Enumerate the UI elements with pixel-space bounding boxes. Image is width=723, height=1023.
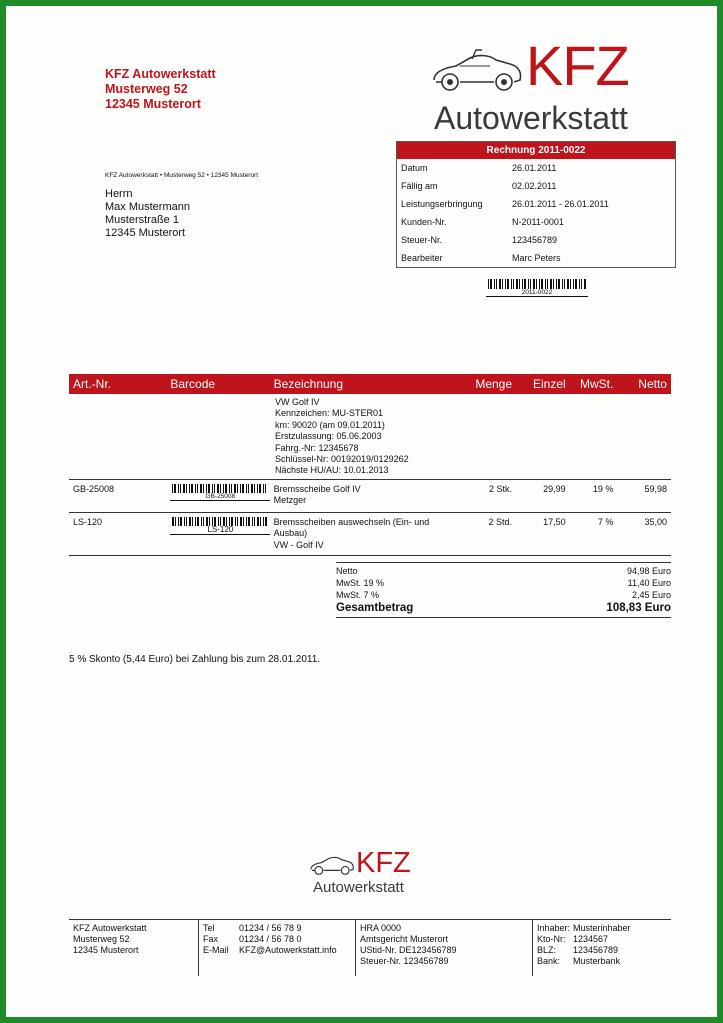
row-netto: 35,00 — [644, 516, 667, 527]
footer-line: 12345 Musterort — [73, 945, 139, 955]
footer-line: Amtsgericht Musterort — [360, 934, 449, 944]
barcode-bar — [254, 484, 255, 493]
barcode-bar — [208, 484, 210, 493]
logo-title: KFZ — [526, 34, 629, 97]
footer-value: 1234567 — [573, 934, 609, 944]
barcode-bar — [206, 484, 207, 493]
barcode-bar — [499, 279, 501, 289]
barcode-bar — [240, 517, 242, 526]
barcode-bar — [553, 279, 554, 289]
barcode-bar — [516, 279, 518, 289]
total-netto — [336, 565, 671, 577]
barcode-bar — [562, 279, 563, 289]
row-einzel: 29,99 — [543, 483, 566, 494]
footer-contact — [199, 920, 356, 976]
footer-line: Musterweg 52 — [73, 934, 130, 944]
row-art: LS-120 — [73, 516, 103, 527]
barcode-bar — [252, 517, 253, 526]
invoice-barcode — [486, 279, 588, 297]
footer-key: Inhaber: — [537, 923, 571, 933]
barcode-bar — [536, 279, 537, 289]
barcode-bar — [184, 517, 185, 526]
row-mwst: 7 % — [597, 516, 614, 527]
barcode-bar — [189, 484, 190, 493]
info-value: Marc Peters — [512, 253, 561, 263]
table-row — [69, 480, 671, 513]
barcode-bar — [229, 484, 230, 493]
footer-key: E-Mail — [203, 945, 229, 955]
barcode-bar — [225, 484, 227, 493]
row-einzel: 17,50 — [543, 516, 566, 527]
barcode-bar — [178, 484, 179, 493]
row-barcode — [170, 517, 273, 551]
row-desc — [274, 484, 457, 508]
row-desc-line: Ausbau) — [273, 528, 308, 539]
barcode-bar — [189, 517, 191, 526]
footer-line: UStid-Nr. DE123456789 — [360, 945, 457, 955]
vehicle-line: VW Golf IV — [275, 397, 320, 407]
total-mwst7-value: 2,45 Euro — [631, 590, 671, 600]
barcode-bar — [195, 517, 196, 526]
footer-company — [69, 920, 199, 976]
barcode-bar — [243, 517, 244, 526]
total-mwst7 — [336, 589, 671, 601]
info-label: Leistungserbringung — [401, 199, 483, 209]
total-mwst19-value: 11,40 Euro — [627, 578, 671, 588]
car-logo-icon — [430, 46, 524, 96]
total-netto-label: Netto — [336, 566, 358, 576]
barcode-bar — [513, 279, 514, 289]
header-einzel: Einzel — [532, 377, 566, 391]
row-desc-line: Bremsscheibe Golf IV — [273, 483, 361, 494]
vehicle-line: Nächste HU/AU: 10.01.2013 — [275, 465, 389, 476]
row-desc — [274, 517, 457, 551]
barcode-bar — [197, 484, 198, 493]
info-value: 26.01.2011 - 26.01.2011 — [512, 199, 609, 209]
barcode-bar — [263, 517, 264, 526]
barcode-bar — [584, 279, 586, 289]
barcode-bar — [212, 484, 213, 493]
barcode-bar — [579, 279, 580, 289]
vehicle-details — [275, 397, 459, 477]
header-mwst: MwSt. — [580, 377, 614, 391]
barcode-bar — [214, 484, 215, 493]
barcode-bar — [528, 279, 529, 289]
footer-line: HRA 0000 — [360, 923, 402, 933]
total-netto-value: 94,98 Euro — [626, 566, 671, 576]
row-menge: 2 Stk. — [489, 483, 513, 494]
footer-key: Bank: — [537, 956, 561, 966]
recipient-street: Musterstraße 1 — [105, 214, 179, 226]
barcode-bar — [180, 517, 182, 526]
barcode-bar — [263, 484, 264, 493]
barcode-bar — [237, 484, 238, 493]
info-row — [397, 213, 675, 231]
footer-key: Tel — [203, 923, 215, 933]
footer-logo-title: KFZ — [356, 847, 411, 879]
barcode-bar — [575, 279, 577, 289]
info-row — [397, 177, 675, 195]
footer-bank — [533, 920, 661, 976]
footer-key: BLZ: — [537, 945, 557, 955]
barcode-bar — [178, 517, 179, 526]
info-label: Bearbeiter — [401, 253, 443, 263]
footer-value: Musterbank — [573, 956, 621, 966]
footer-value[interactable]: KFZ@Autowerkstatt.info — [239, 945, 337, 955]
footer-value: 01234 / 56 78 9 — [239, 923, 302, 933]
barcode-bar — [524, 279, 526, 289]
footer-line: KFZ Autowerkstatt — [73, 923, 147, 933]
info-row — [397, 249, 675, 267]
barcode-bar — [265, 484, 266, 493]
barcode-bar — [570, 279, 571, 289]
barcode-bar — [172, 484, 173, 493]
barcode-bar — [567, 279, 569, 289]
barcode-bar — [246, 484, 247, 493]
footer-line: Steuer-Nr. 123456789 — [360, 956, 449, 966]
barcode-bar — [186, 484, 187, 493]
info-value: N-2011-0001 — [512, 217, 564, 227]
barcode-bar — [533, 279, 535, 289]
barcode-bar — [203, 484, 204, 493]
barcode-bar — [192, 517, 193, 526]
barcode-bar — [564, 279, 565, 289]
barcode-bar — [550, 279, 552, 289]
barcode-bar — [573, 279, 574, 289]
header-barcode: Barcode — [170, 377, 216, 391]
row-mwst: 19 % — [592, 483, 614, 494]
barcode-bar — [251, 484, 253, 493]
footer-value: 01234 / 56 78 0 — [239, 934, 302, 944]
barcode-bar — [265, 517, 267, 526]
barcode-bar — [541, 279, 543, 289]
row-desc-line: Bremsscheiben auswechseln (Ein- und — [273, 516, 430, 527]
sender-street: Musterweg 52 — [105, 82, 188, 96]
barcode-bar — [488, 279, 489, 289]
barcode-bar — [494, 279, 495, 289]
barcode-bar — [172, 517, 174, 526]
table-row — [69, 513, 671, 556]
row-barcode-text: LS-120 — [170, 526, 270, 535]
barcode-bar — [260, 517, 261, 526]
footer-logo-subtitle: Autowerkstatt — [313, 879, 404, 896]
barcode-bar — [240, 484, 241, 493]
sender-city: 12345 Musterort — [105, 97, 201, 111]
info-label: Fällig am — [401, 181, 438, 191]
barcode-bar — [234, 484, 236, 493]
info-label: Kunden-Nr. — [401, 217, 447, 227]
barcode-bar — [242, 484, 244, 493]
barcode-bar — [257, 484, 258, 493]
row-barcode — [170, 484, 273, 508]
vehicle-line: Kennzeichen: MU-STER01 — [275, 408, 384, 419]
row-desc-line: Metzger — [273, 495, 307, 506]
footer-key: Kto-Nr: — [537, 934, 566, 944]
barcode-bar — [248, 517, 250, 526]
barcode-bar — [254, 517, 255, 526]
sender-company: KFZ Autowerkstatt — [105, 67, 216, 81]
recipient-address — [105, 188, 190, 240]
barcode-bar — [203, 517, 204, 526]
row-desc-line: VW - Golf IV — [273, 539, 324, 550]
total-gesamt-value: 108,83 Euro — [606, 602, 671, 614]
items-table — [69, 374, 671, 556]
invoice-barcode-text: 2011-0022 — [486, 289, 588, 297]
items-header — [69, 374, 671, 394]
info-value: 26.01.2011 — [512, 163, 557, 173]
barcode-bar — [496, 279, 497, 289]
total-mwst19 — [336, 577, 671, 589]
info-row — [397, 159, 675, 177]
barcode-bar — [201, 517, 202, 526]
totals-block — [336, 562, 671, 618]
barcode-bar — [530, 279, 531, 289]
header-art: Art.-Nr. — [73, 377, 111, 391]
invoice-page — [6, 6, 717, 1017]
invoice-info-box — [396, 141, 676, 268]
vehicle-line: Fahrg.-Nr: 12345678 — [275, 442, 359, 453]
barcode-bar — [547, 279, 548, 289]
recipient-city: 12345 Musterort — [105, 227, 186, 239]
barcode-bar — [217, 484, 219, 493]
vehicle-line: km: 90020 (am 09.01.2011) — [275, 419, 385, 430]
barcode-bar — [581, 279, 582, 289]
barcode-bar — [490, 279, 492, 289]
barcode-bar — [246, 517, 247, 526]
barcode-bar — [191, 484, 193, 493]
barcode-bar — [539, 279, 540, 289]
barcode-bar — [505, 279, 506, 289]
barcode-bar — [502, 279, 503, 289]
barcode-bar — [174, 484, 176, 493]
barcode-bar — [175, 517, 176, 526]
header-menge: Menge — [475, 377, 513, 391]
row-netto: 59,98 — [644, 483, 667, 494]
barcode-bar — [223, 484, 224, 493]
header-netto: Netto — [638, 377, 667, 391]
vehicle-row — [69, 394, 671, 480]
barcode-bar — [231, 484, 232, 493]
barcode-bar — [545, 279, 546, 289]
car-logo-icon — [309, 852, 355, 878]
barcode-icon — [486, 279, 588, 289]
barcode-bar — [183, 484, 185, 493]
row-barcode-text: GB-25008 — [170, 493, 270, 501]
header-desc: Bezeichnung — [273, 377, 344, 391]
footer-register — [356, 920, 533, 976]
barcode-bar — [197, 517, 199, 526]
total-mwst7-label: MwSt. 7 % — [336, 590, 380, 600]
info-label: Steuer-Nr. — [401, 235, 443, 245]
barcode-bar — [195, 484, 196, 493]
total-gesamt-label: Gesamtbetrag — [336, 602, 414, 614]
barcode-bar — [257, 517, 259, 526]
info-value: 02.02.2011 — [512, 181, 557, 191]
info-row — [397, 231, 675, 249]
barcode-bar — [556, 279, 557, 289]
barcode-bar — [522, 279, 523, 289]
logo-subtitle: Autowerkstatt — [434, 100, 628, 136]
barcode-bar — [507, 279, 509, 289]
info-row — [397, 195, 675, 213]
barcode-bar — [186, 517, 187, 526]
barcode-bar — [259, 484, 261, 493]
vehicle-line: Schlüssel-Nr: 00192019/0129262 — [275, 454, 409, 465]
barcode-bar — [248, 484, 249, 493]
footer — [69, 919, 671, 976]
row-menge: 2 Std. — [488, 516, 513, 527]
barcode-bar — [511, 279, 512, 289]
info-label: Datum — [401, 163, 428, 173]
barcode-bar — [237, 517, 238, 526]
vehicle-line: Erstzulassung: 05.06.2003 — [275, 431, 382, 442]
invoice-title: Rechnung 2011-0022 — [397, 142, 675, 159]
footer-value: 123456789 — [573, 945, 619, 955]
total-mwst19-label: MwSt. 19 % — [336, 578, 385, 588]
recipient-name: Max Mustermann — [105, 201, 190, 213]
skonto-note: 5 % Skonto (5,44 Euro) bei Zahlung bis zum 28.01.2011. — [69, 654, 321, 665]
barcode-bar — [235, 517, 236, 526]
barcode-icon — [170, 484, 270, 493]
barcode-bar — [200, 484, 202, 493]
sender-block — [105, 67, 216, 112]
barcode-bar — [558, 279, 560, 289]
footer-key: Fax — [203, 934, 219, 944]
info-value: 123456789 — [512, 235, 558, 245]
total-gesamt — [336, 601, 671, 618]
barcode-bar — [519, 279, 520, 289]
row-art: GB-25008 — [73, 483, 115, 494]
footer-value: Musterinhaber — [573, 923, 631, 933]
recipient-salutation: Herrn — [105, 188, 133, 200]
sender-line: KFZ Autowerkstatt • Musterweg 52 • 12345 Musterort — [105, 172, 259, 179]
barcode-bar — [220, 484, 221, 493]
barcode-bar — [180, 484, 181, 493]
